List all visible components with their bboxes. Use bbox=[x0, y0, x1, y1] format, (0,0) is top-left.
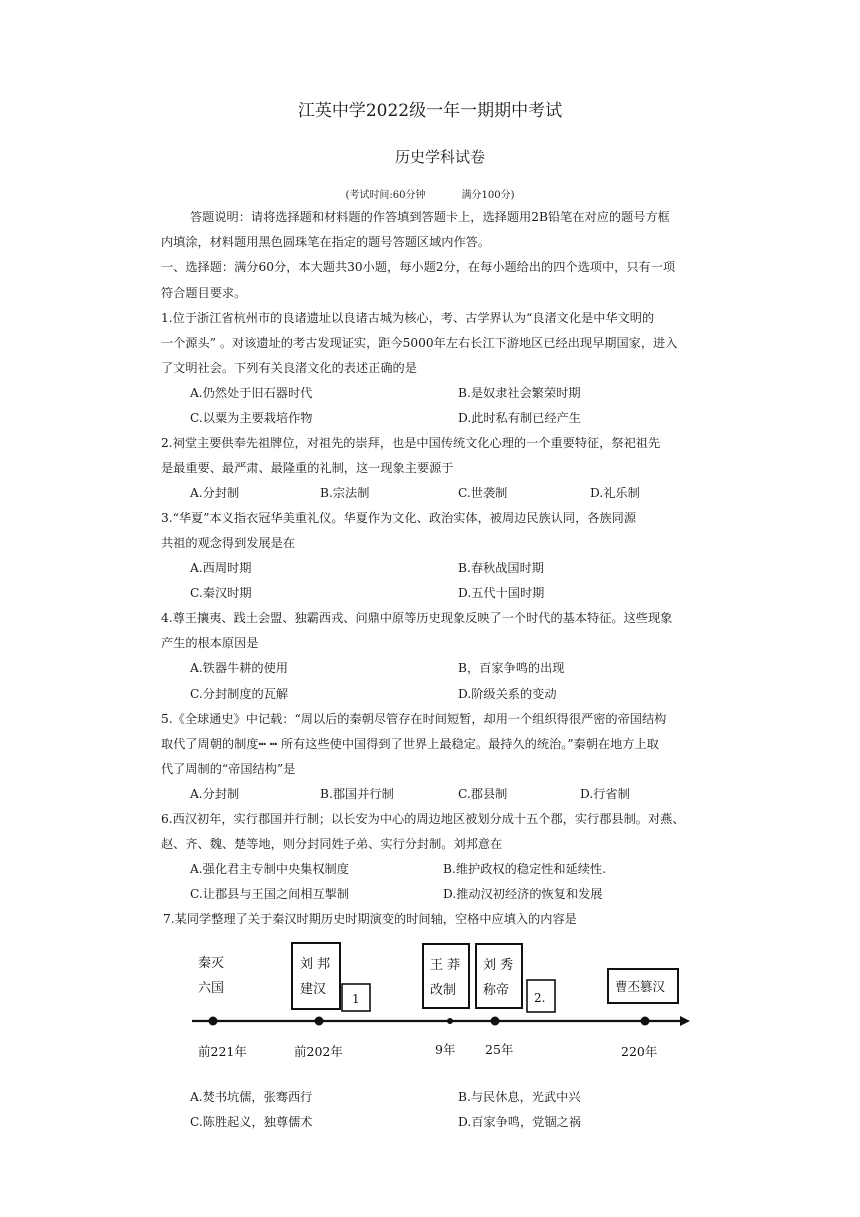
question-6-option-a: A.强化君主专制中央集权制度 bbox=[190, 862, 349, 876]
question-6-line-2: 赵、齐、魏、楚等地，则分封同姓子弟、实行分封制。刘邦意在 bbox=[161, 837, 503, 851]
timeline-date-5: 220年 bbox=[621, 1044, 658, 1059]
timeline-event-3-top: 王 莽 bbox=[430, 958, 461, 973]
question-2-option-c: C.世袭制 bbox=[458, 486, 508, 500]
question-2-option-d: D.礼乐制 bbox=[590, 486, 640, 500]
question-3-option-d: D.五代十国时期 bbox=[458, 586, 545, 600]
timeline-date-1: 前221年 bbox=[198, 1044, 247, 1059]
question-3-line-1: 3.“华夏”本义指衣冠华美重礼仪。华夏作为文化、政治实体，被周边民族认同，各族同源 bbox=[161, 511, 637, 525]
question-7-option-b: B.与民休息，光武中兴 bbox=[458, 1090, 581, 1104]
timeline-date-3: 9年 bbox=[435, 1042, 456, 1057]
question-5-option-a: A.分封制 bbox=[190, 787, 240, 801]
instructions-line-1: 答题说明：请将选择题和材料题的作答填到答题卡上，选择题用2B铅笔在对应的题号方框 bbox=[190, 210, 670, 224]
question-1-option-c: C.以粟为主要栽培作物 bbox=[190, 411, 313, 425]
question-2-option-a: A.分封制 bbox=[190, 486, 240, 500]
exam-score: 满分100分) bbox=[461, 190, 515, 201]
timeline-event-4-top: 刘 秀 bbox=[483, 958, 514, 973]
question-2-line-2: 是最重要、最严肃、最隆重的礼制，这一现象主要源于 bbox=[161, 461, 454, 475]
question-3-option-a: A.西周时期 bbox=[190, 561, 252, 575]
question-4-option-d: D.阶级关系的变动 bbox=[458, 687, 557, 701]
question-7-option-d: D.百家争鸣，党锢之祸 bbox=[458, 1115, 581, 1129]
question-7-option-a: A.焚书坑儒，张骞西行 bbox=[190, 1090, 313, 1104]
timeline-date-2: 前202年 bbox=[294, 1044, 343, 1059]
timeline-event-5-label: 曹丕篡汉 bbox=[615, 979, 666, 994]
timeline-box-wangmang bbox=[423, 944, 469, 1008]
timeline-figure bbox=[180, 935, 690, 1070]
timeline-event-1-bottom: 六国 bbox=[198, 981, 225, 996]
question-4-option-c: C.分封制度的瓦解 bbox=[190, 687, 289, 701]
timeline-event-2-bottom: 建汉 bbox=[300, 982, 327, 997]
timeline-event-3-bottom: 改制 bbox=[430, 983, 457, 998]
question-7-line-1: 7.某同学整理了关于秦汉时期历史时期演变的时间轴，空格中应填入的内容是 bbox=[163, 912, 577, 926]
question-1-line-3: 了文明社会。下列有关良渚文化的表述正确的是 bbox=[161, 361, 417, 375]
question-5-line-3: 代了周制的“帝国结构”是 bbox=[161, 762, 296, 776]
question-3-option-c: C.秦汉时期 bbox=[190, 586, 252, 600]
question-3-line-2: 共祖的观念得到发展是在 bbox=[161, 536, 296, 550]
timeline-date-4: 25年 bbox=[485, 1042, 514, 1057]
question-1-line-2: 一个源头” 。对该遗址的考古发现证实，距今5000年左右长江下游地区已经出现早期国家，进入 bbox=[161, 336, 678, 350]
timeline-point-220ad bbox=[641, 1017, 650, 1026]
timeline-blank-1-label: 1 bbox=[352, 992, 360, 1006]
section-heading-line-2: 符合题目要求。 bbox=[161, 286, 247, 300]
instructions-line-2: 内填涂，材料题用黑色圆珠笔在指定的题号答题区域内作答。 bbox=[161, 235, 491, 249]
timeline-arrow bbox=[680, 1016, 690, 1026]
question-2-line-1: 2.祠堂主要供奉先祖牌位，对祖先的崇拜，也是中国传统文化心理的一个重要特征，祭祀祖先 bbox=[161, 436, 661, 450]
timeline-box-liubang bbox=[292, 943, 340, 1009]
question-1-option-b: B.是奴隶社会繁荣时期 bbox=[458, 386, 581, 400]
question-1-line-1: 1.位于浙江省杭州市的良诸遗址以良诸古城为核心，考、古学界认为“良渚文化是中华文明的 bbox=[161, 311, 655, 325]
question-6-option-b: B.维护政权的稳定性和延续性. bbox=[443, 862, 606, 876]
question-5-line-1: 5.《全球通史》中记载：“周以后的秦朝尽管存在时间短暂，却用一个组织得很严密的帝国结构 bbox=[161, 712, 667, 726]
question-4-line-2: 产生的根本原因是 bbox=[161, 636, 259, 650]
timeline-event-4-bottom: 称帝 bbox=[483, 983, 510, 998]
question-2-option-b: B.宗法制 bbox=[320, 486, 370, 500]
timeline-blank-2-label: 2. bbox=[534, 991, 546, 1005]
exam-title: 江英中学2022级一年一期期中考试 bbox=[297, 101, 563, 121]
question-6-option-d: D.推动汉初经济的恢复和发展 bbox=[443, 887, 603, 901]
timeline-point-9ad bbox=[447, 1018, 453, 1024]
exam-subtitle: 历史学科试卷 bbox=[394, 148, 485, 166]
question-7-option-c: C.陈胜起义，独尊儒术 bbox=[190, 1115, 313, 1129]
timeline-point-25ad bbox=[491, 1017, 500, 1026]
timeline-point-221bc bbox=[209, 1017, 218, 1026]
exam-meta bbox=[0, 186, 860, 201]
question-5-option-c: C.郡县制 bbox=[458, 787, 508, 801]
timeline-box-liuxiu bbox=[476, 944, 522, 1008]
question-6-line-1: 6.西汉初年，实行郡国并行制；以长安为中心的周边地区被划分成十五个郡，实行郡县制。对燕、 bbox=[161, 812, 685, 826]
question-6-option-c: C.让郡县与王国之间相互掣制 bbox=[190, 887, 350, 901]
exam-time: (考试时间:60分钟 bbox=[345, 190, 426, 201]
question-4-line-1: 4.尊王攘夷、践土会盟、独霸西戎、问鼎中原等历史现象反映了一个时代的基本特征。这些现象 bbox=[161, 611, 673, 625]
timeline-point-202bc bbox=[315, 1017, 324, 1026]
question-4-option-b: B，百家争鸣的出现 bbox=[458, 661, 565, 675]
timeline-event-2-top: 刘 邦 bbox=[300, 957, 331, 972]
question-5-option-d: D.行省制 bbox=[580, 787, 630, 801]
question-5-option-b: B.郡国并行制 bbox=[320, 787, 394, 801]
timeline-event-1-top: 秦灭 bbox=[198, 956, 225, 971]
question-4-option-a: A.铁器牛耕的使用 bbox=[190, 661, 288, 675]
question-1-option-d: D.此时私有制已经产生 bbox=[458, 411, 581, 425]
question-1-option-a: A.仍然处于旧石器时代 bbox=[190, 386, 313, 400]
question-5-line-2: 取代了周朝的制度┅ ┅ 所有这些使中国得到了世界上最稳定。最持久的统治。”秦朝在地方上取 bbox=[161, 737, 659, 751]
question-3-option-b: B.春秋战国时期 bbox=[458, 561, 544, 575]
section-heading-line-1: 一、选择题：满分60分，本大题共30小题，每小题2分，在每小题给出的四个选项中，只有一项 bbox=[161, 260, 676, 274]
